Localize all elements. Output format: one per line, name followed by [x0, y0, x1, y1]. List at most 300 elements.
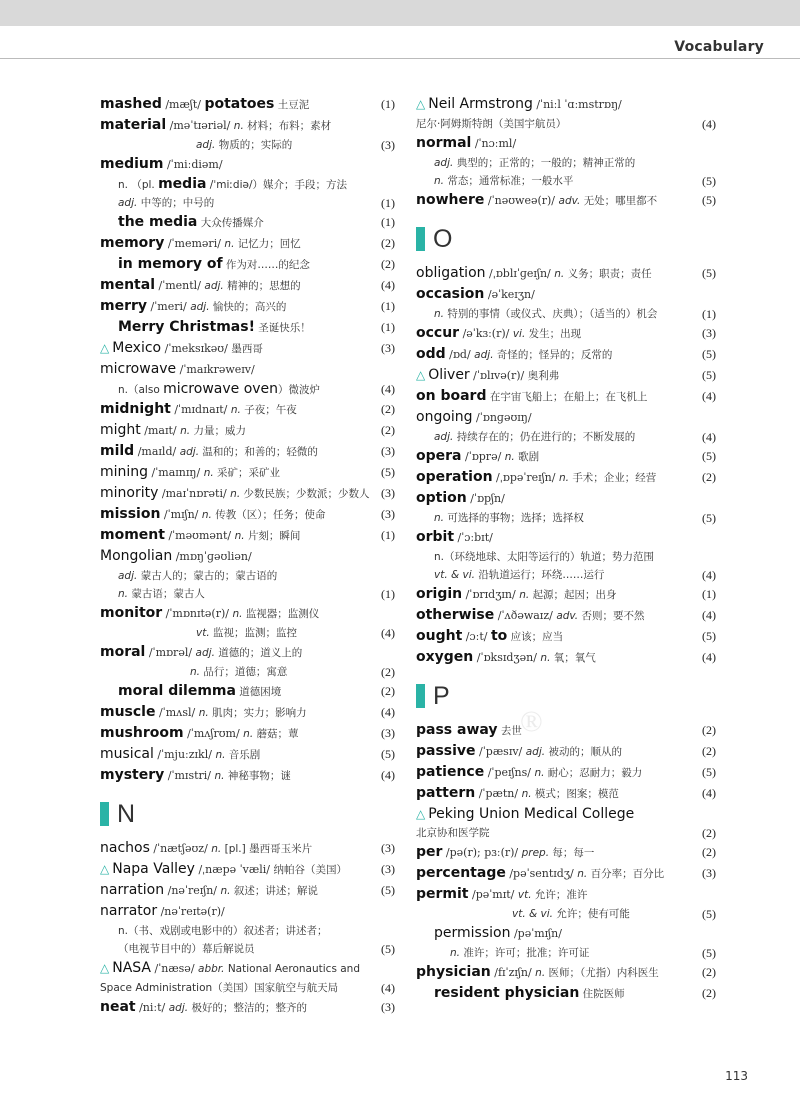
definition: 采矿；采矿业	[217, 467, 281, 479]
headword: pattern	[416, 785, 476, 801]
definition: adj.	[474, 349, 497, 361]
definition: n.	[521, 788, 535, 800]
pronunciation: /məˈtɪəriəl/	[166, 119, 234, 132]
definition: n.	[434, 512, 448, 524]
triangle-icon: △	[100, 341, 110, 355]
unit-number: (1)	[381, 215, 395, 229]
definition: 去世	[497, 725, 522, 737]
pronunciation: /ˈnæsə/	[151, 962, 199, 975]
definition: n.	[233, 120, 248, 132]
vocab-entry	[416, 488, 716, 509]
vocab-entry	[100, 859, 395, 880]
vocab-entry	[416, 720, 716, 741]
entry-sense-line	[100, 194, 395, 212]
headword: per	[416, 844, 443, 860]
pronunciation: /niːt/	[135, 1001, 169, 1014]
headword: normal	[416, 135, 472, 151]
definition: 奇怪的；怪异的；反常的	[496, 349, 613, 361]
definition: 在宇宙飞船上；在船上；在飞机上	[486, 391, 648, 403]
definition: adj.	[525, 746, 549, 758]
headword: Oliver	[428, 367, 470, 383]
unit-number: (5)	[702, 511, 716, 525]
section-heading-P	[416, 682, 716, 710]
definition: n.	[214, 770, 228, 782]
unit-number: (4)	[381, 768, 395, 782]
unit-number: (5)	[702, 174, 716, 188]
definition: n.	[220, 885, 234, 897]
vocab-entry	[416, 94, 716, 115]
pronunciation: /ˈpætn/	[475, 787, 522, 800]
unit-number: (3)	[381, 341, 395, 355]
section-heading-O	[416, 225, 716, 253]
headword: material	[100, 117, 167, 133]
headword: mental	[100, 277, 155, 293]
unit-number: (2)	[702, 986, 716, 1000]
definition: 被动的；顺从的	[548, 746, 622, 758]
entry-sense-line	[100, 567, 395, 585]
definition: n.	[434, 175, 448, 187]
vocab-entry	[100, 233, 395, 254]
right-column	[416, 94, 716, 1004]
definition: prep.	[521, 847, 553, 859]
definition: 土豆泥	[274, 99, 310, 111]
unit-number: (1)	[381, 528, 395, 542]
unit-number: (2)	[381, 402, 395, 416]
definition: 纳帕谷（美国）	[273, 864, 347, 876]
definition: 材料；布料；素材	[247, 120, 332, 132]
headword: minority	[100, 485, 159, 501]
vocab-entry	[416, 605, 716, 626]
vocab-entry	[100, 744, 395, 765]
entry-sense-line	[416, 428, 716, 446]
definition: 住院医师	[579, 988, 625, 1000]
unit-number: (3)	[702, 866, 716, 880]
unit-number: (4)	[381, 278, 395, 292]
vocab-entry	[416, 584, 716, 605]
unit-number: (2)	[381, 684, 395, 698]
unit-number: (4)	[702, 568, 716, 582]
unit-number: (2)	[702, 744, 716, 758]
vocab-entry	[416, 467, 716, 488]
headword: media	[158, 176, 207, 192]
headword: nachos	[100, 840, 150, 856]
headword: obligation	[416, 265, 486, 281]
vocab-entry	[416, 284, 716, 305]
unit-number: (1)	[381, 587, 395, 601]
definition: 蒙古语；蒙古人	[131, 588, 205, 600]
pronunciation: /mæʃt/	[161, 98, 205, 111]
headword: merry	[100, 298, 148, 314]
entry-sense-line	[416, 548, 716, 566]
definition: 叙述；讲述；解说	[233, 885, 318, 897]
vocab-entry	[416, 647, 716, 668]
pronunciation: /ˈɒlɪvə(r)/	[469, 369, 528, 382]
headword: moment	[100, 527, 165, 543]
headword: orbit	[416, 529, 455, 545]
definition: [pl.] 墨西哥玉米片	[224, 843, 313, 855]
headword: Peking Union Medical College	[428, 806, 635, 822]
headword: permission	[434, 925, 511, 941]
headword: microwave oven	[163, 381, 279, 397]
vocab-entry	[416, 783, 716, 804]
definition: vt.	[196, 627, 214, 639]
unit-number: (3)	[381, 841, 395, 855]
headword: narrator	[100, 903, 158, 919]
pronunciation: /pəˈmɪʃn/	[510, 927, 562, 940]
pronunciation: /ɔːt/	[462, 630, 491, 643]
headword: on board	[416, 388, 487, 404]
definition: 大众传播媒介	[197, 217, 264, 229]
definition: 极好的；整洁的；整齐的	[191, 1002, 307, 1014]
vocab-entry	[100, 275, 395, 296]
vocab-entry	[416, 527, 716, 548]
vocab-entry	[416, 263, 716, 284]
unit-number: (5)	[381, 747, 395, 761]
unit-number: (4)	[381, 705, 395, 719]
pronunciation: /ˈmeməri/	[164, 237, 225, 250]
pronunciation: /ˌnæpə ˈvæli/	[194, 863, 274, 876]
headword: origin	[416, 586, 463, 602]
definition: Space Administration（美国）国家航空与航天局	[100, 982, 339, 994]
pronunciation: /ˈmɪdnaɪt/	[170, 403, 231, 416]
entry-sense-line	[416, 305, 716, 323]
definition: 应该；应当	[507, 631, 564, 643]
definition: n.	[243, 728, 257, 740]
headword: muscle	[100, 704, 156, 720]
headword: ought	[416, 628, 463, 644]
vocab-entry	[100, 115, 395, 136]
definition: 少数民族；少数派；少数人	[243, 488, 370, 500]
pronunciation: /ˈɔːbɪt/	[454, 531, 493, 544]
definition: n.	[118, 588, 132, 600]
vocab-entry	[100, 441, 395, 462]
vocab-entry	[100, 838, 395, 859]
vocab-entry	[100, 880, 395, 901]
definition: ）微波炉	[278, 384, 321, 396]
vocab-entry	[100, 681, 395, 702]
definition: n.	[554, 268, 568, 280]
headword: to	[490, 628, 508, 644]
entry-sense-line	[100, 922, 395, 940]
unit-number: (5)	[702, 449, 716, 463]
vocab-entry	[100, 317, 395, 338]
pronunciation: /ˌɒblɪˈɡeɪʃn/	[485, 267, 555, 280]
vocab-entry	[416, 762, 716, 783]
definition: 力量；威力	[193, 425, 246, 437]
definition: National Aeronautics and	[227, 963, 361, 975]
headword: mining	[100, 464, 149, 480]
vocab-entry	[416, 365, 716, 386]
definition: 准许；许可；批准；许可证	[463, 947, 590, 959]
headword: otherwise	[416, 607, 495, 623]
headword: permit	[416, 886, 469, 902]
headword: Mexico	[112, 340, 162, 356]
vocab-entry	[100, 212, 395, 233]
unit-number: (5)	[702, 907, 716, 921]
definition: vt. & vi.	[434, 569, 479, 581]
definition: n.	[519, 589, 533, 601]
definition: n.	[215, 749, 229, 761]
definition: 医师；（尤指）内科医生	[548, 967, 659, 979]
definition: （电视节目中的）幕后解说员	[118, 943, 255, 955]
pronunciation: /ˈmɒnɪtə(r)/	[162, 607, 233, 620]
definition: adj.	[195, 647, 219, 659]
pronunciation: /ˈɒpʃn/	[466, 492, 505, 505]
entry-sense-line	[100, 940, 395, 958]
definition: n.	[540, 652, 554, 664]
headword: mushroom	[100, 725, 184, 741]
vocab-entry	[416, 446, 716, 467]
headword: oxygen	[416, 649, 474, 665]
vocab-entry	[100, 958, 395, 979]
pronunciation: /pə(r); pɜː(r)/	[442, 846, 522, 859]
definition: vi.	[512, 328, 529, 340]
unit-number: (5)	[702, 765, 716, 779]
definition: 品行；道德；寓意	[203, 666, 288, 678]
definition: 奥利弗	[527, 370, 560, 382]
entry-sense-line	[100, 585, 395, 603]
pronunciation: /ˈmeri/	[147, 300, 191, 313]
headword: mystery	[100, 767, 165, 783]
unit-number: (3)	[702, 326, 716, 340]
definition: 监视；监测；监控	[213, 627, 298, 639]
vocab-entry	[416, 863, 716, 884]
definition: adj.	[118, 197, 141, 209]
vocab-entry	[416, 923, 716, 944]
definition: 发生；出现	[528, 328, 582, 340]
headword: occur	[416, 325, 460, 341]
vocab-entry	[416, 741, 716, 762]
vocab-entry	[100, 359, 395, 380]
unit-number: (1)	[381, 97, 395, 111]
definition: 每；每一	[552, 847, 595, 859]
definition: vt. & vi.	[512, 908, 557, 920]
unit-number: (2)	[381, 257, 395, 271]
pronunciation: /ˈmʌʃrʊm/	[183, 727, 244, 740]
entry-sense-line	[416, 944, 716, 962]
definition: n.	[577, 868, 591, 880]
definition: adv.	[558, 195, 584, 207]
definition: n.	[211, 843, 225, 855]
headword: percentage	[416, 865, 506, 881]
unit-number: (4)	[702, 608, 716, 622]
section-heading-N	[100, 800, 395, 828]
unit-number: (4)	[702, 650, 716, 664]
vocab-entry	[100, 420, 395, 441]
entry-sense-line	[416, 115, 716, 133]
pronunciation: /ˈmɪʃn/	[160, 508, 202, 521]
definition: 圣诞快乐！	[254, 322, 311, 334]
headword: mashed	[100, 96, 162, 112]
pronunciation: /ˈnɔːml/	[471, 137, 517, 150]
pronunciation: /ˈmeksɪkəʊ/	[161, 342, 232, 355]
section-bar	[416, 227, 425, 251]
page-number: 113	[725, 1069, 748, 1083]
vocab-entry	[416, 344, 716, 365]
unit-number: (2)	[702, 965, 716, 979]
definition: 允许；使有可能	[556, 908, 630, 920]
vocab-entry	[100, 702, 395, 723]
unit-number: (4)	[381, 981, 395, 995]
definition: 愉快的；高兴的	[212, 301, 287, 313]
unit-number: (2)	[702, 723, 716, 737]
headword: might	[100, 422, 141, 438]
headword: Neil Armstrong	[428, 96, 533, 112]
definition: 尼尔·阿姆斯特朗（美国宇航员）	[416, 118, 567, 130]
definition: 氧；氧气	[553, 652, 596, 664]
unit-number: (2)	[702, 826, 716, 840]
definition: 北京协和医学院	[416, 827, 490, 839]
headword: nowhere	[416, 192, 485, 208]
headword: the media	[118, 214, 198, 230]
headword: Merry Christmas!	[118, 319, 255, 335]
vocab-entry	[100, 94, 395, 115]
vocab-entry	[416, 962, 716, 983]
definition: adj.	[118, 570, 141, 582]
pronunciation: /ˈmentl/	[155, 279, 205, 292]
definition: 允许；准许	[534, 889, 588, 901]
pronunciation: /nəˈreɪtə(r)/	[157, 905, 225, 918]
definition: 道德困境	[235, 686, 282, 698]
pronunciation: /ˈɒrɪdʒɪn/	[462, 588, 520, 601]
entry-sense-line	[100, 380, 395, 399]
unit-number: (5)	[381, 465, 395, 479]
definition: n.	[190, 666, 204, 678]
triangle-icon: △	[416, 368, 426, 382]
vocab-entry	[100, 483, 395, 504]
triangle-icon: △	[416, 97, 426, 111]
pronunciation: /əˈkeɪʒn/	[484, 288, 535, 301]
section-letter: O	[433, 224, 453, 253]
headword: occasion	[416, 286, 485, 302]
definition: n.	[450, 947, 464, 959]
pronunciation: /ˈpeɪʃns/	[484, 766, 535, 779]
headword: Mongolian	[100, 548, 173, 564]
definition: n.	[534, 767, 548, 779]
vocab-entry	[100, 254, 395, 275]
headword: physician	[416, 964, 491, 980]
vocab-entry	[416, 407, 716, 428]
pronunciation: /mɒŋˈɡəʊliən/	[172, 550, 252, 563]
definition: 歌剧	[518, 451, 540, 463]
definition: abbr.	[198, 963, 228, 975]
pronunciation: /ˈmaɪnɪŋ/	[148, 466, 204, 479]
definition: n.	[203, 467, 218, 479]
unit-number: (3)	[381, 862, 395, 876]
headword: musical	[100, 746, 154, 762]
definition: 蒙古人的；蒙古的；蒙古语的	[140, 570, 278, 582]
definition: 否则；要不然	[581, 610, 645, 622]
definition: adj.	[190, 301, 213, 313]
definition: 墨西哥	[231, 343, 263, 355]
entry-sense-line	[416, 172, 716, 190]
vocab-entry	[416, 190, 716, 211]
vocab-entry	[100, 901, 395, 922]
pronunciation: /ˈmjuːzɪkl/	[153, 748, 216, 761]
definition: n.	[180, 425, 194, 437]
unit-number: (4)	[381, 626, 395, 640]
unit-number: (3)	[381, 444, 395, 458]
section-letter: P	[433, 681, 450, 710]
pronunciation: /ɒd/	[445, 348, 475, 361]
pronunciation: /ˈmɒrəl/	[145, 646, 196, 659]
unit-number: (4)	[702, 117, 716, 131]
unit-number: (5)	[702, 347, 716, 361]
pronunciation: /ˈpæsɪv/	[475, 745, 526, 758]
headword: moral dilemma	[118, 683, 236, 699]
pronunciation: /ˈmiːdiəm/	[163, 158, 223, 171]
definition: n.	[234, 530, 248, 542]
registered-watermark: ®	[520, 705, 543, 738]
headword: opera	[416, 448, 462, 464]
definition: 可选择的事物；选择；选择权	[447, 512, 584, 524]
left-column	[100, 94, 395, 1018]
unit-number: (5)	[381, 883, 395, 897]
definition: 传教（区）；任务；使命	[215, 509, 326, 521]
headword: operation	[416, 469, 493, 485]
definition: n.	[232, 608, 246, 620]
definition: n. （pl.	[118, 179, 159, 191]
vocab-entry	[100, 765, 395, 786]
definition: 中等的；中号的	[140, 197, 215, 209]
pronunciation: /nəˈreɪʃn/	[164, 884, 221, 897]
definition: 音乐剧	[228, 749, 261, 761]
headword: odd	[416, 346, 446, 362]
pronunciation: /ˈʌðəwaɪz/	[494, 609, 557, 622]
definition: adj.	[434, 431, 457, 443]
definition: 道德的；道义上的	[218, 647, 303, 659]
definition: 耐心；忍耐力；毅力	[547, 767, 643, 779]
vocab-entry	[416, 983, 716, 1004]
vocab-entry	[100, 338, 395, 359]
unit-number: (5)	[381, 942, 395, 956]
pronunciation: /ˈnəʊweə(r)/	[484, 194, 559, 207]
entry-sense-line	[100, 175, 395, 194]
pronunciation: /maɪˈnɒrəti/	[158, 487, 231, 500]
definition: 片刻；瞬间	[247, 530, 301, 542]
pronunciation: /ˈɒprə/	[461, 450, 505, 463]
definition: 义务；职责；责任	[567, 268, 652, 280]
pronunciation: /pəˈmɪt/	[468, 888, 518, 901]
vocab-entry	[100, 154, 395, 175]
pronunciation: /ˈmɪstri/	[164, 769, 215, 782]
definition: n.	[230, 488, 244, 500]
headword: narration	[100, 882, 165, 898]
entry-sense-line	[416, 824, 716, 842]
unit-number: (1)	[381, 299, 395, 313]
vocab-entry	[416, 386, 716, 407]
triangle-icon: △	[100, 961, 110, 975]
pronunciation: /ˈniːl ˈɑːmstrɒŋ/	[532, 98, 622, 111]
vocab-entry	[416, 323, 716, 344]
headword: mild	[100, 443, 135, 459]
definition: n.	[504, 451, 519, 463]
vocab-entry	[100, 399, 395, 420]
headword: in memory of	[118, 256, 223, 272]
vocab-entry	[416, 804, 716, 824]
entry-sense-line	[416, 509, 716, 527]
unit-number: (2)	[381, 423, 395, 437]
definition: n.	[230, 404, 245, 416]
definition: n.	[558, 472, 573, 484]
triangle-icon: △	[100, 862, 110, 876]
pronunciation: /ˈɒnɡəʊɪŋ/	[472, 411, 532, 424]
page-header-title: Vocabulary	[674, 39, 764, 55]
unit-number: (2)	[381, 236, 395, 250]
vocab-entry	[100, 525, 395, 546]
vocab-entry	[100, 296, 395, 317]
unit-number: (3)	[381, 486, 395, 500]
